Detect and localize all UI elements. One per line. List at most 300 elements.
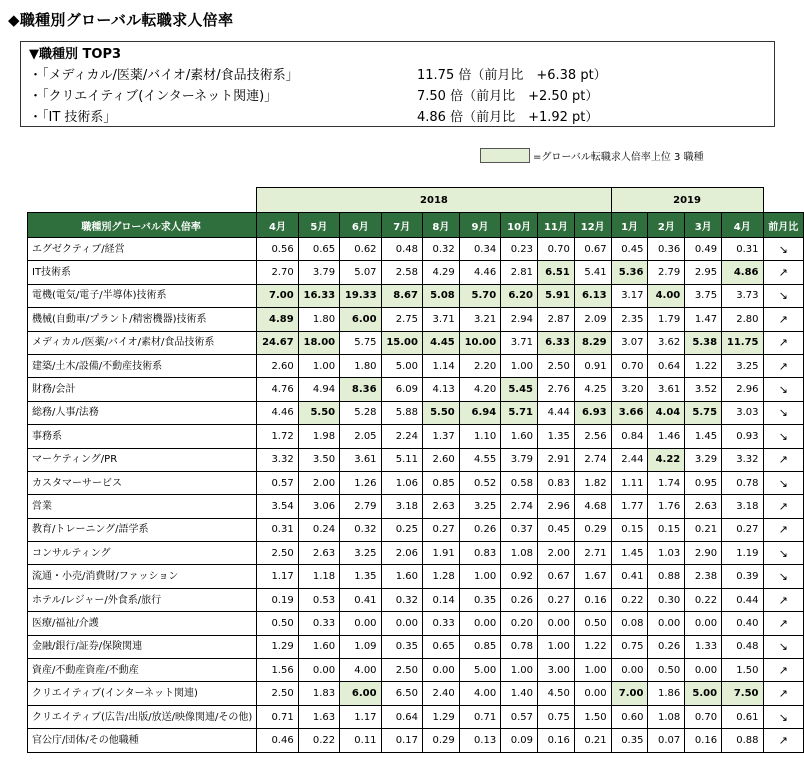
value-cell: 6.33 [538, 331, 575, 354]
trend-arrow-icon: ↗ [763, 495, 804, 518]
value-cell: 4.68 [574, 495, 611, 518]
value-cell: 0.23 [501, 238, 538, 261]
value-cell: 1.45 [685, 425, 722, 448]
value-cell: 1.14 [422, 354, 459, 377]
trend-arrow-icon: ↗ [763, 308, 804, 331]
value-cell: 0.65 [422, 635, 459, 658]
value-cell: 0.11 [340, 729, 381, 752]
top3-name: ・「IT 技術系」 [29, 110, 117, 125]
value-cell: 1.22 [685, 354, 722, 377]
month-header: 10月 [501, 213, 538, 238]
value-cell: 2.35 [611, 308, 648, 331]
value-cell: 0.53 [298, 588, 339, 611]
value-cell: 3.71 [501, 331, 538, 354]
value-cell: 0.37 [501, 518, 538, 541]
table-row [28, 238, 804, 261]
value-cell: 0.50 [574, 612, 611, 635]
table-row [28, 331, 804, 354]
table-row [28, 401, 804, 424]
value-cell: 1.26 [340, 471, 381, 494]
value-cell: 2.60 [257, 354, 298, 377]
value-cell: 2.63 [298, 542, 339, 565]
value-cell: 1.00 [459, 565, 500, 588]
value-cell: 1.47 [685, 308, 722, 331]
month-header: 6月 [340, 213, 381, 238]
value-cell: 6.00 [340, 308, 381, 331]
value-cell: 4.29 [422, 261, 459, 284]
month-header: 4月 [722, 213, 763, 238]
value-cell: 0.70 [685, 705, 722, 728]
value-cell: 1.50 [722, 659, 763, 682]
value-cell: 1.00 [538, 635, 575, 658]
value-cell: 0.88 [648, 565, 685, 588]
trend-arrow-icon: ↘ [763, 542, 804, 565]
value-cell: 0.16 [538, 729, 575, 752]
value-cell: 3.18 [381, 495, 422, 518]
value-cell: 3.73 [722, 284, 763, 307]
value-cell: 0.58 [501, 471, 538, 494]
value-cell: 0.70 [538, 238, 575, 261]
value-cell: 2.24 [381, 425, 422, 448]
value-cell: 5.38 [685, 331, 722, 354]
value-cell: 1.74 [648, 471, 685, 494]
value-cell: 4.50 [538, 682, 575, 705]
value-cell: 8.67 [381, 284, 422, 307]
value-cell: 3.79 [298, 261, 339, 284]
row-label: コンサルティング [28, 542, 257, 565]
row-label: 金融/銀行/証券/保険関連 [28, 635, 257, 658]
trend-arrow-icon: ↘ [763, 705, 804, 728]
value-cell: 0.36 [648, 238, 685, 261]
month-header: 7月 [381, 213, 422, 238]
value-cell: 2.58 [381, 261, 422, 284]
value-cell: 0.75 [611, 635, 648, 658]
value-cell: 0.16 [574, 588, 611, 611]
table-row [28, 448, 804, 471]
value-cell: 4.22 [648, 448, 685, 471]
table-row [28, 518, 804, 541]
value-cell: 3.25 [459, 495, 500, 518]
trend-arrow-icon: ↗ [763, 354, 804, 377]
value-cell: 1.28 [422, 565, 459, 588]
row-label: IT技術系 [28, 261, 257, 284]
trend-arrow-icon: ↗ [763, 261, 804, 284]
row-label: 機械(自動車/プラント/精密機器)技術系 [28, 308, 257, 331]
value-cell: 1.86 [648, 682, 685, 705]
value-cell: 2.44 [611, 448, 648, 471]
value-cell: 0.70 [611, 354, 648, 377]
value-cell: 1.09 [340, 635, 381, 658]
value-cell: 2.50 [257, 542, 298, 565]
value-cell: 1.35 [538, 425, 575, 448]
value-cell: 2.76 [538, 378, 575, 401]
value-cell: 3.75 [685, 284, 722, 307]
table-row [28, 495, 804, 518]
value-cell: 0.09 [501, 729, 538, 752]
value-cell: 0.35 [459, 588, 500, 611]
value-cell: 1.22 [574, 635, 611, 658]
value-cell: 1.40 [501, 682, 538, 705]
legend-text: =グローバル転職求人倍率上位 3 職種 [533, 152, 704, 163]
value-cell: 5.70 [459, 284, 500, 307]
row-label: メディカル/医薬/バイオ/素材/食品技術系 [28, 331, 257, 354]
value-cell: 4.46 [257, 401, 298, 424]
value-cell: 2.00 [298, 471, 339, 494]
trend-arrow-icon: ↗ [763, 448, 804, 471]
value-cell: 0.00 [538, 612, 575, 635]
month-header: 1月 [611, 213, 648, 238]
value-cell: 0.22 [298, 729, 339, 752]
top3-item [29, 107, 766, 128]
value-cell: 4.45 [422, 331, 459, 354]
value-cell: 2.56 [574, 425, 611, 448]
value-cell: 0.84 [611, 425, 648, 448]
value-cell: 1.77 [611, 495, 648, 518]
value-cell: 3.25 [722, 354, 763, 377]
trend-arrow-icon: ↗ [763, 612, 804, 635]
value-cell: 0.93 [722, 425, 763, 448]
value-cell: 3.03 [722, 401, 763, 424]
value-cell: 0.50 [257, 612, 298, 635]
value-cell: 3.21 [459, 308, 500, 331]
value-cell: 8.36 [340, 378, 381, 401]
value-cell: 5.75 [685, 401, 722, 424]
row-label: 教育/トレーニング/語学系 [28, 518, 257, 541]
value-cell: 0.27 [722, 518, 763, 541]
value-cell: 0.33 [422, 612, 459, 635]
value-cell: 0.15 [611, 518, 648, 541]
value-cell: 0.19 [257, 588, 298, 611]
value-cell: 0.14 [422, 588, 459, 611]
table-row [28, 565, 804, 588]
page-title: ◆職種別グローバル転職求人倍率 [8, 11, 234, 29]
value-cell: 3.62 [648, 331, 685, 354]
value-cell: 4.89 [257, 308, 298, 331]
value-cell: 0.46 [257, 729, 298, 752]
value-cell: 0.64 [648, 354, 685, 377]
value-cell: 5.08 [422, 284, 459, 307]
table-row [28, 705, 804, 728]
row-label: 総務/人事/法務 [28, 401, 257, 424]
row-label: ホテル/レジャー/外食系/旅行 [28, 588, 257, 611]
value-cell: 2.94 [501, 308, 538, 331]
value-cell: 10.00 [459, 331, 500, 354]
value-cell: 0.67 [574, 238, 611, 261]
value-cell: 18.00 [298, 331, 339, 354]
value-cell: 0.88 [722, 729, 763, 752]
value-cell: 2.75 [381, 308, 422, 331]
value-cell: 5.71 [501, 401, 538, 424]
value-cell: 0.27 [422, 518, 459, 541]
row-label: 建築/土木/設備/不動産技術系 [28, 354, 257, 377]
value-cell: 0.00 [685, 612, 722, 635]
value-cell: 0.48 [722, 635, 763, 658]
value-cell: 2.60 [422, 448, 459, 471]
value-cell: 2.38 [685, 565, 722, 588]
table-row [28, 378, 804, 401]
value-cell: 1.18 [298, 565, 339, 588]
value-cell: 2.63 [422, 495, 459, 518]
top3-value: 7.50 倍（前月比 +2.50 pt） [417, 89, 599, 104]
value-cell: 0.75 [538, 705, 575, 728]
value-cell: 2.95 [685, 261, 722, 284]
value-cell: 4.86 [722, 261, 763, 284]
trend-arrow-icon: ↘ [763, 425, 804, 448]
value-cell: 3.32 [722, 448, 763, 471]
value-cell: 1.17 [257, 565, 298, 588]
value-cell: 0.21 [685, 518, 722, 541]
value-cell: 4.76 [257, 378, 298, 401]
value-cell: 0.40 [722, 612, 763, 635]
value-cell: 1.06 [381, 471, 422, 494]
row-label: エグゼクティブ/経営 [28, 238, 257, 261]
value-cell: 1.19 [722, 542, 763, 565]
value-cell: 0.30 [648, 588, 685, 611]
value-cell: 2.50 [538, 354, 575, 377]
value-cell: 0.00 [381, 612, 422, 635]
value-cell: 1.29 [422, 705, 459, 728]
value-cell: 5.91 [538, 284, 575, 307]
value-cell: 4.46 [459, 261, 500, 284]
value-cell: 2.91 [538, 448, 575, 471]
value-cell: 3.61 [340, 448, 381, 471]
value-cell: 0.56 [257, 238, 298, 261]
value-cell: 0.91 [574, 354, 611, 377]
top3-heading: ▼職種別 TOP3 [29, 47, 122, 62]
value-cell: 4.25 [574, 378, 611, 401]
row-label: クリエイティブ(インターネット関連) [28, 682, 257, 705]
value-cell: 1.35 [340, 565, 381, 588]
value-cell: 0.71 [257, 705, 298, 728]
value-cell: 2.20 [459, 354, 500, 377]
value-cell: 1.98 [298, 425, 339, 448]
value-cell: 1.79 [648, 308, 685, 331]
value-cell: 1.80 [298, 308, 339, 331]
year-2019: 2019 [611, 188, 763, 213]
value-cell: 1.82 [574, 471, 611, 494]
row-label: 流通・小売/消費財/ファッション [28, 565, 257, 588]
month-header: 2月 [648, 213, 685, 238]
value-cell: 0.60 [611, 705, 648, 728]
value-cell: 7.00 [611, 682, 648, 705]
value-cell: 0.24 [298, 518, 339, 541]
value-cell: 1.76 [648, 495, 685, 518]
trend-arrow-icon: ↘ [763, 401, 804, 424]
value-cell: 0.35 [381, 635, 422, 658]
value-cell: 2.50 [381, 659, 422, 682]
top3-name: ・「メディカル/医薬/バイオ/素材/食品技術系」 [29, 68, 299, 83]
value-cell: 3.71 [422, 308, 459, 331]
legend [480, 148, 704, 163]
value-cell: 2.06 [381, 542, 422, 565]
value-cell: 0.85 [459, 635, 500, 658]
value-cell: 0.49 [685, 238, 722, 261]
top3-value: 11.75 倍（前月比 +6.38 pt） [417, 68, 607, 83]
month-header: 9月 [459, 213, 500, 238]
value-cell: 0.85 [422, 471, 459, 494]
value-cell: 2.40 [422, 682, 459, 705]
ratio-table [27, 187, 804, 753]
value-cell: 5.36 [611, 261, 648, 284]
value-cell: 6.00 [340, 682, 381, 705]
value-cell: 3.06 [298, 495, 339, 518]
value-cell: 2.00 [538, 542, 575, 565]
top3-item [29, 86, 766, 107]
value-cell: 15.00 [381, 331, 422, 354]
value-cell: 4.00 [648, 284, 685, 307]
value-cell: 0.13 [459, 729, 500, 752]
table-row [28, 729, 804, 752]
value-cell: 0.00 [611, 659, 648, 682]
value-cell: 5.75 [340, 331, 381, 354]
value-cell: 19.33 [340, 284, 381, 307]
table-row [28, 261, 804, 284]
table-row [28, 284, 804, 307]
value-cell: 4.20 [459, 378, 500, 401]
value-cell: 3.17 [611, 284, 648, 307]
value-cell: 0.45 [611, 238, 648, 261]
value-cell: 3.29 [685, 448, 722, 471]
value-cell: 4.04 [648, 401, 685, 424]
value-cell: 1.60 [501, 425, 538, 448]
value-cell: 4.94 [298, 378, 339, 401]
value-cell: 11.75 [722, 331, 763, 354]
value-cell: 2.96 [538, 495, 575, 518]
value-cell: 0.95 [685, 471, 722, 494]
row-label: 営業 [28, 495, 257, 518]
value-cell: 1.60 [298, 635, 339, 658]
value-cell: 1.08 [648, 705, 685, 728]
value-cell: 2.80 [722, 308, 763, 331]
value-cell: 2.90 [685, 542, 722, 565]
value-cell: 0.83 [459, 542, 500, 565]
value-cell: 0.00 [574, 682, 611, 705]
value-cell: 1.29 [257, 635, 298, 658]
value-cell: 7.00 [257, 284, 298, 307]
value-cell: 2.74 [574, 448, 611, 471]
value-cell: 3.32 [257, 448, 298, 471]
value-cell: 0.31 [722, 238, 763, 261]
value-cell: 3.50 [298, 448, 339, 471]
value-cell: 0.32 [340, 518, 381, 541]
value-cell: 3.20 [611, 378, 648, 401]
value-cell: 0.57 [501, 705, 538, 728]
value-cell: 0.00 [340, 612, 381, 635]
value-cell: 0.00 [685, 659, 722, 682]
top3-name: ・「クリエイティブ(インターネット関連)」 [29, 89, 278, 104]
value-cell: 6.94 [459, 401, 500, 424]
value-cell: 0.27 [538, 588, 575, 611]
value-cell: 1.00 [574, 659, 611, 682]
value-cell: 2.50 [257, 682, 298, 705]
table-row [28, 588, 804, 611]
value-cell: 2.74 [501, 495, 538, 518]
month-header: 12月 [574, 213, 611, 238]
value-cell: 0.00 [298, 659, 339, 682]
value-cell: 2.87 [538, 308, 575, 331]
value-cell: 1.10 [459, 425, 500, 448]
trend-arrow-icon: ↗ [763, 588, 804, 611]
change-header: 前月比 [763, 213, 804, 238]
table-row [28, 308, 804, 331]
value-cell: 0.15 [648, 518, 685, 541]
value-cell: 0.45 [538, 518, 575, 541]
value-cell: 1.33 [685, 635, 722, 658]
value-cell: 0.78 [501, 635, 538, 658]
value-cell: 0.62 [340, 238, 381, 261]
value-cell: 3.66 [611, 401, 648, 424]
value-cell: 1.83 [298, 682, 339, 705]
value-cell: 0.29 [574, 518, 611, 541]
value-cell: 4.00 [340, 659, 381, 682]
value-cell: 1.08 [501, 542, 538, 565]
month-header: 11月 [538, 213, 575, 238]
value-cell: 0.41 [611, 565, 648, 588]
row-label: 事務系 [28, 425, 257, 448]
value-cell: 2.79 [648, 261, 685, 284]
value-cell: 5.50 [422, 401, 459, 424]
value-cell: 3.61 [648, 378, 685, 401]
value-cell: 1.00 [501, 354, 538, 377]
top3-item [29, 65, 766, 86]
value-cell: 0.32 [422, 238, 459, 261]
value-cell: 1.17 [340, 705, 381, 728]
table-row [28, 612, 804, 635]
row-label: 財務/会計 [28, 378, 257, 401]
row-label: 電機(電気/電子/半導体)技術系 [28, 284, 257, 307]
month-header: 8月 [422, 213, 459, 238]
month-header: 5月 [298, 213, 339, 238]
value-cell: 5.28 [340, 401, 381, 424]
value-cell: 0.16 [685, 729, 722, 752]
value-cell: 0.34 [459, 238, 500, 261]
value-cell: 1.60 [381, 565, 422, 588]
year-2018: 2018 [257, 188, 611, 213]
value-cell: 0.64 [381, 705, 422, 728]
row-label: カスタマーサービス [28, 471, 257, 494]
value-cell: 5.88 [381, 401, 422, 424]
value-cell: 5.00 [459, 659, 500, 682]
value-cell: 0.57 [257, 471, 298, 494]
trend-arrow-icon: ↘ [763, 238, 804, 261]
value-cell: 6.13 [574, 284, 611, 307]
value-cell: 1.00 [298, 354, 339, 377]
value-cell: 5.45 [501, 378, 538, 401]
value-cell: 5.00 [381, 354, 422, 377]
value-cell: 0.33 [298, 612, 339, 635]
value-cell: 0.22 [611, 588, 648, 611]
value-cell: 2.09 [574, 308, 611, 331]
value-cell: 5.07 [340, 261, 381, 284]
value-cell: 0.00 [648, 612, 685, 635]
value-cell: 0.44 [722, 588, 763, 611]
value-cell: 2.96 [722, 378, 763, 401]
value-cell: 4.00 [459, 682, 500, 705]
value-cell: 6.50 [381, 682, 422, 705]
table-row [28, 659, 804, 682]
value-cell: 1.80 [340, 354, 381, 377]
table-row [28, 542, 804, 565]
top3-value: 4.86 倍（前月比 +1.92 pt） [417, 110, 599, 125]
value-cell: 2.81 [501, 261, 538, 284]
value-cell: 0.78 [722, 471, 763, 494]
value-cell: 0.31 [257, 518, 298, 541]
value-cell: 0.32 [381, 588, 422, 611]
value-cell: 24.67 [257, 331, 298, 354]
value-cell: 0.35 [611, 729, 648, 752]
trend-arrow-icon: ↘ [763, 284, 804, 307]
value-cell: 1.91 [422, 542, 459, 565]
